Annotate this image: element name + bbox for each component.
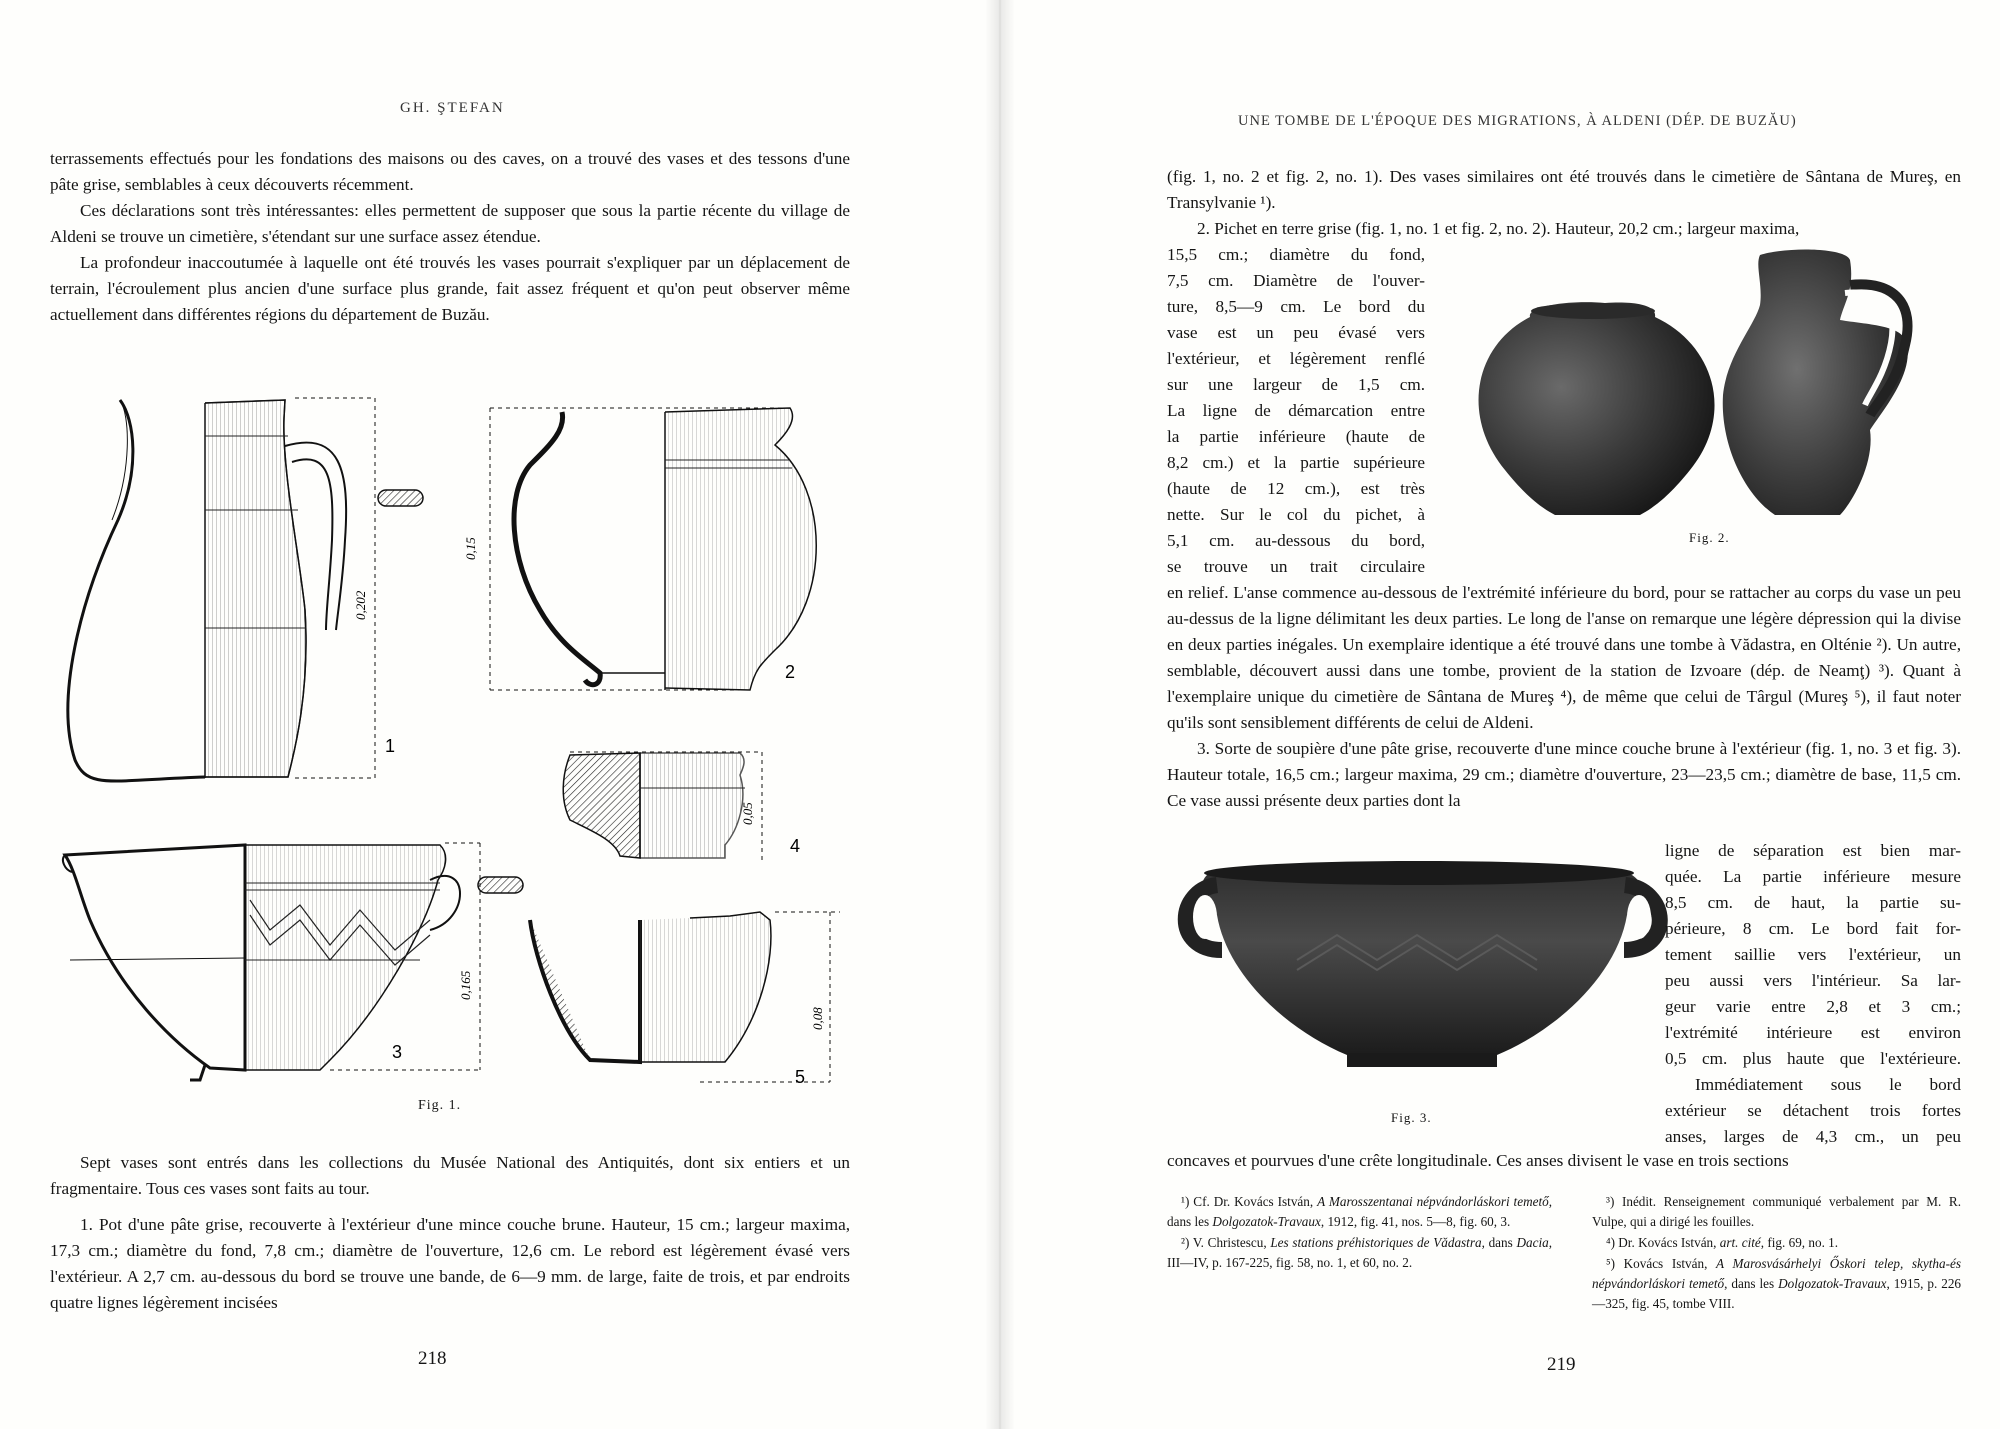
wrap-column-1	[1167, 242, 1425, 580]
page-number-left: 218	[418, 1348, 447, 1369]
text-line: ture, 8,5—9 cm. Le bord du	[1167, 297, 1425, 316]
text-line: La ligne de démarcation entre	[1167, 401, 1425, 420]
text-line: peu aussi vers l'intérieur. Sa lar-	[1665, 971, 1961, 990]
figure-2-photo	[1445, 245, 1965, 545]
vase-4-drawing	[563, 752, 762, 862]
text-line: quée. La partie inférieure mesure	[1665, 867, 1961, 886]
text-line: 5,1 cm. au-dessous du bord,	[1167, 531, 1425, 550]
footnote-text: , 1912, fig. 41, nos. 5—8, fig. 60, 3.	[1320, 1214, 1511, 1229]
footnotes-left-column	[1167, 1192, 1552, 1274]
dimension-4: 0,05	[740, 802, 755, 825]
running-head-right: UNE TOMBE DE L'ÉPOQUE DES MIGRATIONS, À ALDENI (DÉP. DE BUZĂU)	[1238, 113, 1797, 129]
paragraph: (fig. 1, no. 2 et fig. 2, no. 1). Des vases similaires ont été trouvés dans le cimetière de Sântana de Mureş, en Transylvanie ¹).	[1167, 167, 1961, 212]
running-head-left: GH. ŞTEFAN	[400, 100, 505, 116]
text-line: l'extérieur, et légèrement renflé	[1167, 349, 1425, 368]
footnote-text: , fig. 69, no. 1.	[1760, 1235, 1839, 1250]
paragraph: Ces déclarations sont très intéressantes: elles permettent de supposer que sous la partie récente du village de Aldeni se trouve un cimetière, s'étendant sur une surface assez étendue.	[50, 201, 850, 246]
label-5: 5	[795, 1067, 806, 1087]
footnote-text: , 1915, p. 226—325, fig. 45, tombe VIII.	[1592, 1276, 1962, 1311]
footnote-text: ⁵) Kovács István,	[1606, 1256, 1717, 1271]
dimension-2: 0,15	[463, 537, 478, 560]
footnote-text: , dans	[1481, 1235, 1517, 1250]
footnotes-right-column	[1592, 1192, 1961, 1315]
paragraph: concaves et pourvues d'une crête longitudinale. Ces anses divisent le vase en trois sections	[1167, 1151, 1789, 1170]
text-line: tement saillie vers l'extérieur, un	[1665, 945, 1961, 964]
text-line: Immédiatement sous le bord	[1695, 1075, 1961, 1094]
dimension-1: 0,202	[353, 590, 368, 620]
dimension-3: 0,165	[458, 970, 473, 1000]
page-number-right: 219	[1547, 1354, 1576, 1375]
footnote-text: ¹) Cf. Dr. Kovács István,	[1181, 1194, 1318, 1209]
footnote-text: , dans les	[1724, 1276, 1779, 1291]
dimension-5: 0,08	[810, 1007, 825, 1030]
footnote	[1167, 1233, 1552, 1273]
footnote	[1592, 1192, 1961, 1232]
figure-1-caption: Fig. 1.	[418, 1098, 462, 1113]
text-line: 15,5 cm.; diamètre du fond,	[1167, 245, 1425, 264]
wrap-column-2	[1665, 838, 1961, 1150]
vase-1-drawing	[68, 398, 423, 781]
paragraph: 1. Pot d'une pâte grise, recouverte à l'extérieur d'une mince couche brune. Hauteur, 15 cm.; largeur maxima, 17,3 cm.; diamètre du fond, 7,8 cm.; diamètre de l'ouverture, 12,6 cm. Le rebord est légèrement évasé vers l'extérieur. A 2,7 cm. au-dessous du bord se trouve une bande, de 6—9 mm. de large, faite de trois, et par endroits quatre lignes légèrement incisées	[50, 1215, 850, 1312]
paragraph: La profondeur inaccoutumée à laquelle ont été trouvés les vases pourrait s'expliquer par un déplacement de terrain, l'écroulement plus ancien d'une surface plus grande, fait assez fréquent et qu'on peut observer même actuellement dans différentes régions du département de Buzău.	[50, 253, 850, 324]
label-1: 1	[385, 736, 396, 756]
text-line: anses, larges de 4,3 cm., un peu	[1665, 1127, 1961, 1146]
text-line: extérieur se détachent trois fortes	[1665, 1101, 1961, 1120]
right-top-text	[1167, 164, 1961, 242]
paragraph: 3. Sorte de soupière d'une pâte grise, recouverte d'une mince couche brune à l'extérieur (fig. 1, no. 3 et fig. 3). Hauteur totale, 16,5 cm.; largeur maxima, 29 cm.; diamètre d'ouverture, 23—23,5 cm.; diamètre de base, 11,5 cm. Ce vase aussi présente deux parties dont la	[1167, 739, 1961, 810]
footnote-text: ²) V. Christescu,	[1181, 1235, 1271, 1250]
footnote-title: art. cité	[1719, 1235, 1761, 1250]
right-last-line	[1167, 1148, 1961, 1174]
vase-2-drawing	[490, 408, 816, 690]
text-line: se trouve un trait circulaire	[1167, 557, 1425, 576]
figure-3-photo	[1177, 855, 1677, 1095]
text-line: (haute de 12 cm.), est très	[1167, 479, 1425, 498]
figure-3-caption: Fig. 3.	[1391, 1110, 1432, 1125]
footnote-title: A Marosvásárhelyi Őskori telep, skytha-és népvándorláskori temető	[1592, 1256, 1961, 1291]
right-mid-text	[1167, 580, 1961, 814]
text-line: 8,2 cm.) et la partie supérieure	[1167, 453, 1425, 472]
book-gutter	[985, 0, 1015, 1429]
footnote	[1167, 1192, 1552, 1232]
footnote	[1592, 1233, 1961, 1253]
footnote-text: ⁴) Dr. Kovács István,	[1606, 1235, 1720, 1250]
paragraph: Sept vases sont entrés dans les collections du Musée National des Antiquités, dont six entiers et un fragmentaire. Tous ces vases sont faits au tour.	[50, 1153, 850, 1198]
text-line: vase est un peu évasé vers	[1167, 323, 1425, 342]
footnote-text: , III—IV, p. 167-225, fig. 58, no. 1, et 60, no. 2.	[1167, 1235, 1552, 1270]
footnote-title: Dacia	[1516, 1235, 1549, 1250]
text-line: nette. Sur le col du pichet, à	[1167, 505, 1425, 524]
figure-2-caption: Fig. 2.	[1689, 530, 1730, 545]
label-2: 2	[785, 662, 796, 682]
left-body-text	[50, 1150, 850, 1316]
text-line: 8,5 cm. de haut, la partie su-	[1665, 893, 1961, 912]
paragraph: 2. Pichet en terre grise (fig. 1, no. 1 et fig. 2, no. 2). Hauteur, 20,2 cm.; largeur maxima,	[1197, 219, 1800, 238]
text-line: l'extrémité intérieure est environ	[1665, 1023, 1961, 1042]
footnote-text: , dans les	[1167, 1194, 1552, 1229]
footnote-text: ³) Inédit. Renseignement communiqué verbalement par M. R. Vulpe, qui a dirigé les fouilles.	[1592, 1194, 1961, 1229]
footnote-title: Les stations préhistoriques de Vădastra	[1270, 1235, 1482, 1250]
text-line: 0,5 cm. plus haute que l'extérieure.	[1665, 1049, 1961, 1068]
right-page	[1000, 0, 2000, 1429]
text-line: 7,5 cm. Diamètre de l'ouver-	[1167, 271, 1425, 290]
text-line: la partie inférieure (haute de	[1167, 427, 1425, 446]
vase-5-drawing	[530, 912, 840, 1082]
text-line: périeure, 8 cm. Le bord fait for-	[1665, 919, 1961, 938]
text-line: ligne de séparation est bien mar-	[1665, 841, 1961, 860]
footnote-title: Dolgozatok-Travaux	[1778, 1276, 1887, 1291]
text-line: geur varie entre 2,8 et 3 cm.;	[1665, 997, 1961, 1016]
footnote	[1592, 1254, 1961, 1314]
text-line: sur une largeur de 1,5 cm.	[1167, 375, 1425, 394]
paragraph: en relief. L'anse commence au-dessous de l'extrémité inférieure du bord, pour se rattacher au corps du vase un peu au-dessus de la ligne délimitant les deux parties. Le long de l'anse on remarque une légère dépression qui la divise en deux parties inégales. Un exemplaire identique a été trouvé dans une tombe à Vădastra, en Olténie ²). Un autre, semblable, découvert aussi dans une tombe, provient de la station de Izvoare (dép. de Neamţ) ³). Quant à l'exemplaire unique du cimetière de Sântana de Mureş ⁴), de même que celui de Târgul (Mureş ⁵), il faut noter qu'ils sont sensiblement différents de celui de Aldeni.	[1167, 583, 1961, 732]
label-3: 3	[392, 1042, 403, 1062]
paragraph: terrassements effectués pour les fondations des maisons ou des caves, on a trouvé des vases et des tessons d'une pâte grise, semblables à ceux découverts récemment.	[50, 149, 850, 194]
footnote-title: A Marosszentanai népvándorláskori temető	[1317, 1194, 1549, 1209]
footnote-title: Dolgozatok-Travaux	[1212, 1214, 1321, 1229]
label-4: 4	[790, 836, 801, 856]
vase-3-drawing	[63, 843, 523, 1080]
